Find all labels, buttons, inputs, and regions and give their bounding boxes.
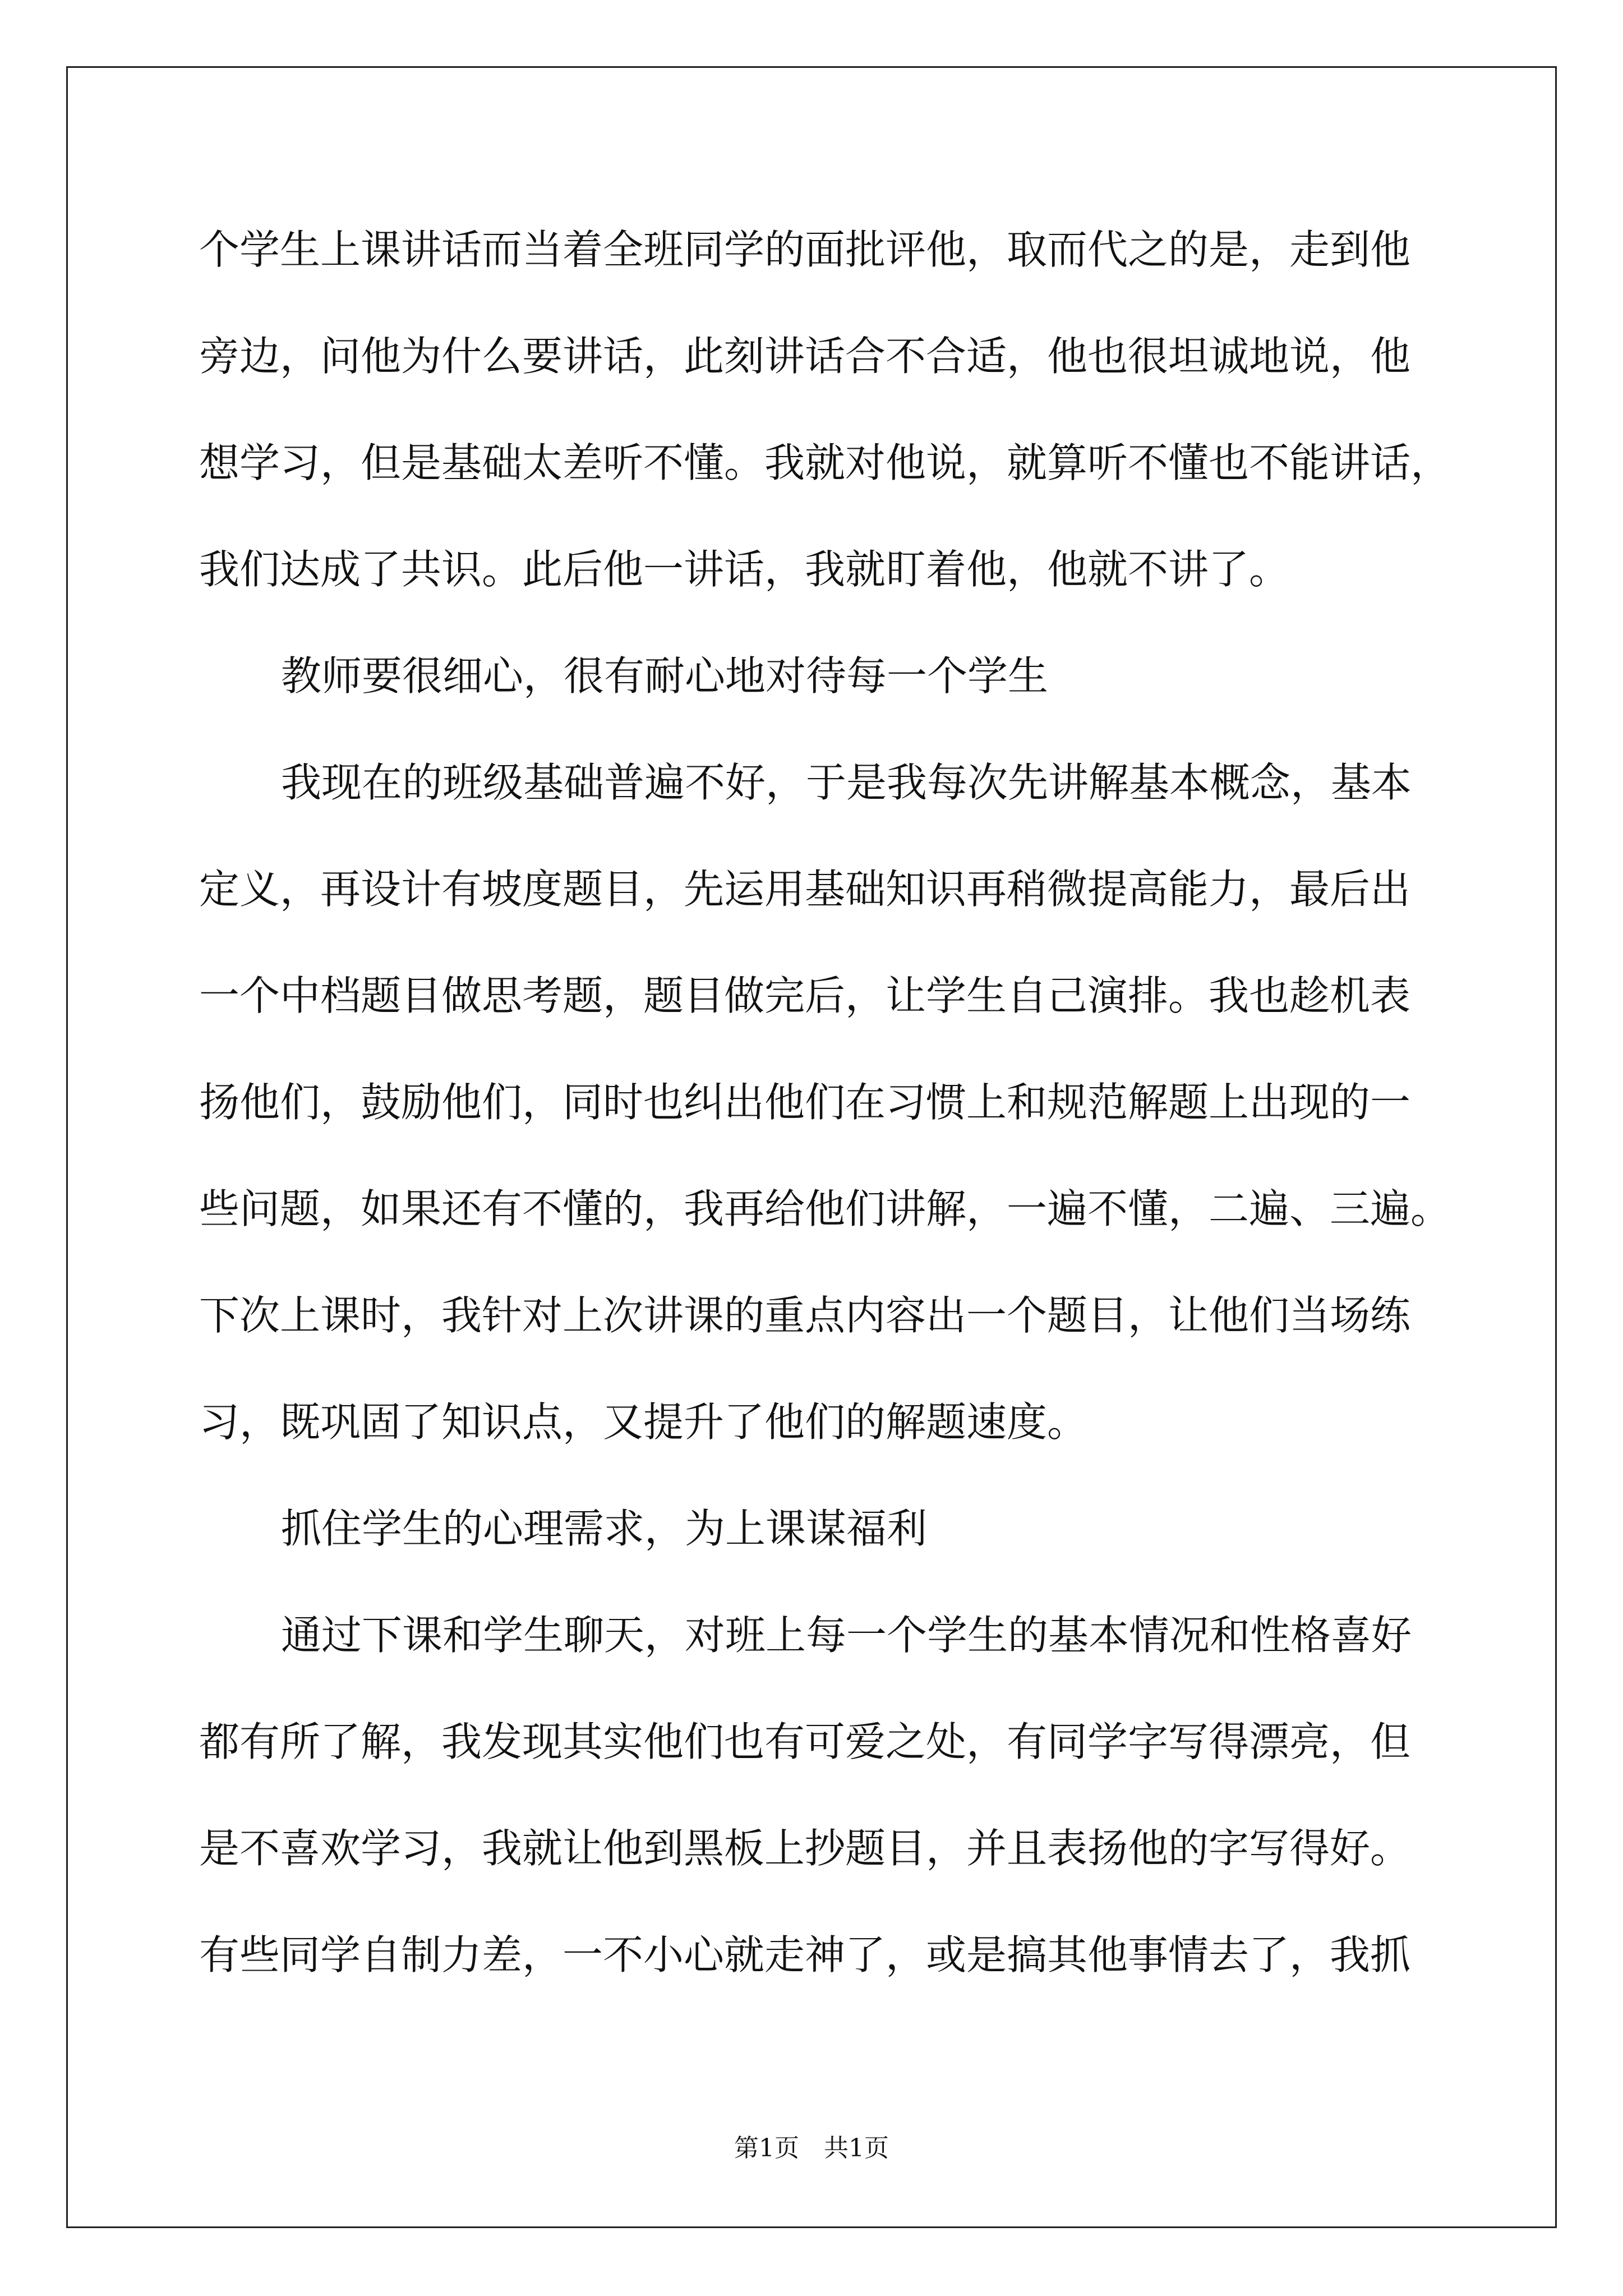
text-line-6: 我现在的班级基础普遍不好，于是我每次先讲解基本概念，基本 <box>281 759 1412 806</box>
text-line-4: 我们达成了共识。此后他一讲话，我就盯着他，他就不讲了。 <box>199 546 1290 593</box>
document-body <box>199 219 1458 2031</box>
text-line-14: 通过下课和学生聊天，对班上每一个学生的基本情况和性格喜好 <box>281 1612 1412 1659</box>
text-line-10: 些问题，如果还有不懂的，我再给他们讲解，一遍不懂，二遍、三遍。 <box>199 1185 1451 1232</box>
section-heading-patience: 教师要很细心，很有耐心地对待每一个学生 <box>281 652 1049 700</box>
text-line-9: 扬他们，鼓励他们，同时也纠出他们在习惯上和规范解题上出现的一 <box>199 1079 1411 1126</box>
text-line-3: 想学习，但是基础太差听不懂。我就对他说，就算听不懂也不能讲话， <box>199 439 1451 486</box>
text-line-7: 定义，再设计有坡度题目，先运用基础知识再稍微提高能力，最后出 <box>199 866 1411 913</box>
text-line-17: 有些同学自制力差，一不小心就走神了，或是搞其他事情去了，我抓 <box>199 1931 1411 1978</box>
text-line-1: 个学生上课讲话而当着全班同学的面批评他，取而代之的是，走到他 <box>199 226 1411 273</box>
text-line-16: 是不喜欢学习，我就让他到黑板上抄题目，并且表扬他的字写得好。 <box>199 1825 1411 1872</box>
text-line-15: 都有所了解，我发现其实他们也有可爱之处，有同学字写得漂亮，但 <box>199 1718 1411 1765</box>
section-heading-psychology: 抓住学生的心理需求，为上课谋福利 <box>281 1505 928 1552</box>
page-footer: 第1页 共1页 <box>734 2134 889 2162</box>
text-line-2: 旁边，问他为什么要讲话，此刻讲话合不合适，他也很坦诚地说，他 <box>199 333 1411 380</box>
text-line-12: 习，既巩固了知识点，又提升了他们的解题速度。 <box>199 1398 1088 1446</box>
text-line-11: 下次上课时，我针对上次讲课的重点内容出一个题目，让他们当场练 <box>199 1292 1411 1339</box>
text-line-8: 一个中档题目做思考题，题目做完后，让学生自己演排。我也趁机表 <box>199 972 1411 1019</box>
